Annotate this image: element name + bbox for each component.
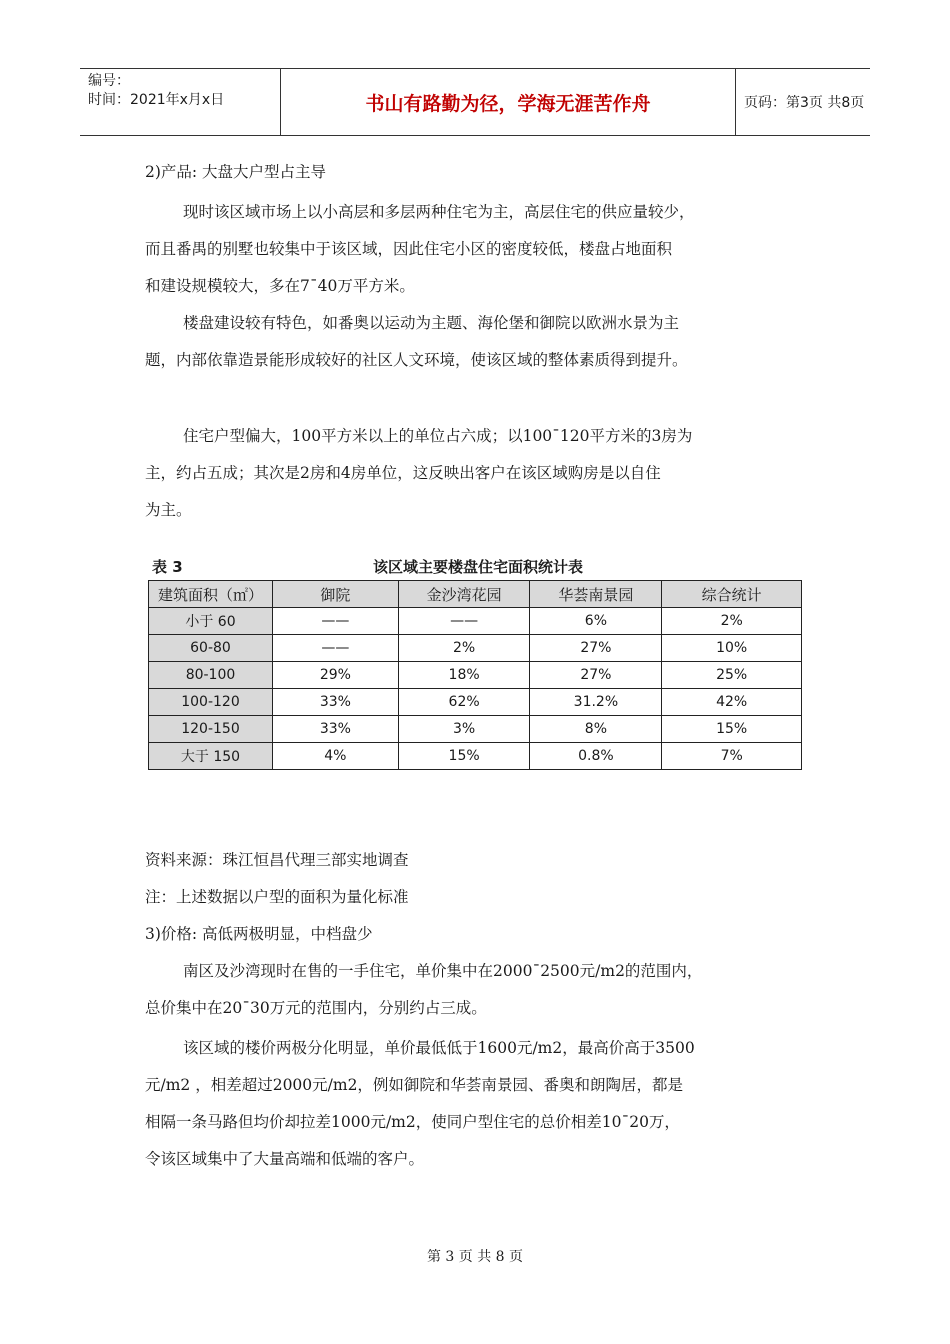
table-cell: 3% (398, 716, 530, 743)
paragraph-line: 住宅户型偏大，100平方米以上的单位占六成；以100¯120平方米的3房为 (183, 427, 693, 445)
row-header-cell: 100-120 (149, 689, 273, 716)
table-cell: —— (398, 608, 530, 635)
table-cell: 7% (662, 743, 802, 770)
table-cell: 31.2% (530, 689, 662, 716)
table-grid (148, 580, 802, 770)
header-meta (80, 69, 280, 135)
paragraph-line: 南区及沙湾现时在售的一手住宅，单价集中在2000¯2500元/m2的范围内， (183, 962, 703, 980)
data-note: 注：上述数据以户型的面积为量化标准 (145, 888, 409, 906)
page-header (80, 68, 870, 136)
table-cell: 0.8% (530, 743, 662, 770)
table-row (149, 662, 802, 689)
row-header-cell: 80-100 (149, 662, 273, 689)
table-cell: —— (272, 608, 398, 635)
table-cell: 2% (398, 635, 530, 662)
section-heading-product: 2)产品: 大盘大户型占主导 (145, 163, 327, 181)
paragraph-line: 总价集中在20¯30万元的范围内，分别约占三成。 (145, 999, 487, 1017)
table-row (149, 635, 802, 662)
table-header-row (149, 581, 802, 608)
table-title: 该区域主要楼盘住宅面积统计表 (373, 558, 584, 576)
table-caption (148, 554, 808, 580)
row-header-cell: 大于 150 (149, 743, 273, 770)
table-cell: 33% (272, 716, 398, 743)
table-cell: 29% (272, 662, 398, 689)
column-header: 综合统计 (662, 581, 802, 608)
time-label: 时间：2021年x月x日 (88, 92, 225, 108)
paragraph-line: 该区域的楼价两极分化明显，单价最低低于1600元/m2，最高价高于3500 (183, 1039, 695, 1057)
column-header: 御院 (272, 581, 398, 608)
table-cell: 27% (530, 635, 662, 662)
paragraph-line: 为主。 (145, 501, 192, 519)
row-header-cell: 120-150 (149, 716, 273, 743)
table-row (149, 608, 802, 635)
table-cell: 25% (662, 662, 802, 689)
table-cell: 8% (530, 716, 662, 743)
table-cell: 27% (530, 662, 662, 689)
header-motto: 书山有路勤为径，学海无涯苦作舟 (280, 69, 736, 135)
page-footer: 第 3 页 共 8 页 (426, 1249, 524, 1265)
table-row (149, 716, 802, 743)
code-label: 编号： (88, 73, 130, 89)
paragraph-line: 元/m2 ，相差超过2000元/m2，例如御院和华荟南景园、番奥和朗陶居，都是 (145, 1076, 683, 1094)
table-cell: 15% (662, 716, 802, 743)
table-row (149, 689, 802, 716)
table-cell: —— (272, 635, 398, 662)
section-heading-price: 3)价格: 高低两极明显，中档盘少 (145, 925, 373, 943)
paragraph-line: 主，约占五成；其次是2房和4房单位，这反映出客户在该区域购房是以自住 (145, 464, 661, 482)
column-header: 华荟南景园 (530, 581, 662, 608)
table-cell: 42% (662, 689, 802, 716)
table-cell: 6% (530, 608, 662, 635)
paragraph-line: 令该区域集中了大量高端和低端的客户。 (145, 1150, 425, 1168)
paragraph-line: 相隔一条马路但均价却拉差1000元/m2，使同户型住宅的总价相差10¯20万， (145, 1113, 680, 1131)
column-header: 金沙湾花园 (398, 581, 530, 608)
table-label: 表 3 (152, 558, 183, 576)
table-row (149, 743, 802, 770)
table-cell: 18% (398, 662, 530, 689)
paragraph-line: 而且番禺的别墅也较集中于该区域，因此住宅小区的密度较低，楼盘占地面积 (145, 240, 673, 258)
table-cell: 15% (398, 743, 530, 770)
table-cell: 10% (662, 635, 802, 662)
row-header-cell: 60-80 (149, 635, 273, 662)
source-note: 资料来源：珠江恒昌代理三部实地调查 (145, 851, 409, 869)
row-header-cell: 小于 60 (149, 608, 273, 635)
paragraph-line: 现时该区域市场上以小高层和多层两种住宅为主，高层住宅的供应量较少， (183, 203, 695, 221)
column-header: 建筑面积（㎡） (149, 581, 273, 608)
table-cell: 2% (662, 608, 802, 635)
header-page-label: 页码：第3页 共8页 (744, 95, 865, 111)
table-cell: 33% (272, 689, 398, 716)
paragraph-line: 和建设规模较大，多在7¯40万平方米。 (145, 277, 415, 295)
area-stats-table (148, 554, 808, 770)
paragraph-line: 题，内部依靠造景能形成较好的社区人文环境，使该区域的整体素质得到提升。 (145, 351, 688, 369)
table-cell: 62% (398, 689, 530, 716)
paragraph-line: 楼盘建设较有特色，如番奥以运动为主题、海伦堡和御院以欧洲水景为主 (183, 314, 680, 332)
table-cell: 4% (272, 743, 398, 770)
